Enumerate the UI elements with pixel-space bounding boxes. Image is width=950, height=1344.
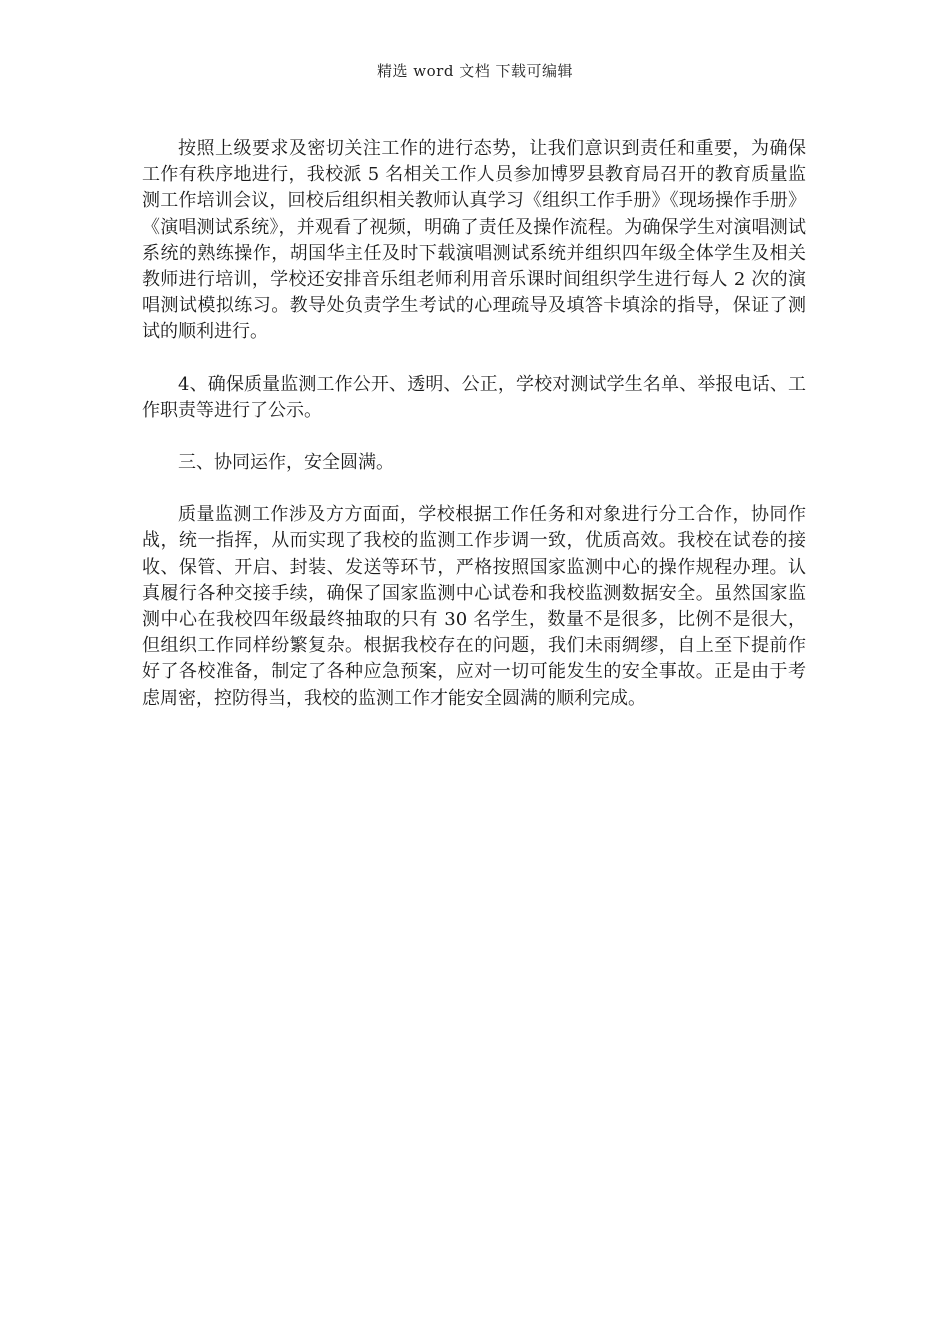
- document-body: [142, 136, 806, 738]
- page-header: 精选 word 文档 下载可编辑: [377, 62, 573, 80]
- section-heading-cooperation: 三、协同运作，安全圆满。: [178, 452, 394, 474]
- paragraph-safety: 质量监测工作涉及方方面面，学校根据工作任务和对象进行分工合作，协同作战，统一指挥，从而实现了我校的监测工作步调一致，优质高效。我校在试卷的接收、保管、开启、封装、发送等环节，严格按照国家监测中心的操作规程办理。认真履行各种交接手续，确保了国家监测中心试卷和我校监测数据安全。虽然国家监测中心在我校四年级最终抽取的只有 30 名学生，数量不是很多，比例不是很大，但组织工作同样纷繁复杂。根据我校存在的问题，我们未雨绸缪，自上至下提前作好了各校准备，制定了各种应急预案，应对一切可能发生的安全事故。正是由于考虑周密，控防得当，我校的监测工作才能安全圆满的顺利完成。: [142, 504, 806, 709]
- paragraph-training: 按照上级要求及密切关注工作的进行态势，让我们意识到责任和重要，为确保工作有秩序地进行，我校派 5 名相关工作人员参加博罗县教育局召开的教育质量监测工作培训会议，回校后组织相关教师认真学习《组织工作手册》《现场操作手册》《演唱测试系统》，并观看了视频，明确了责任及操作流程。为确保学生对演唱测试系统的熟练操作，胡国华主任及时下载演唱测试系统并组织四年级全体学生及相关教师进行培训，学校还安排音乐组老师利用音乐课时间组织学生进行每人 2 次的演唱测试模拟练习。教导处负责学生考试的心理疏导及填答卡填涂的指导，保证了测试的顺利进行。: [142, 138, 806, 343]
- paragraph-publicity: 4、确保质量监测工作公开、透明、公正，学校对测试学生名单、举报电话、工作职责等进行了公示。: [142, 373, 806, 421]
